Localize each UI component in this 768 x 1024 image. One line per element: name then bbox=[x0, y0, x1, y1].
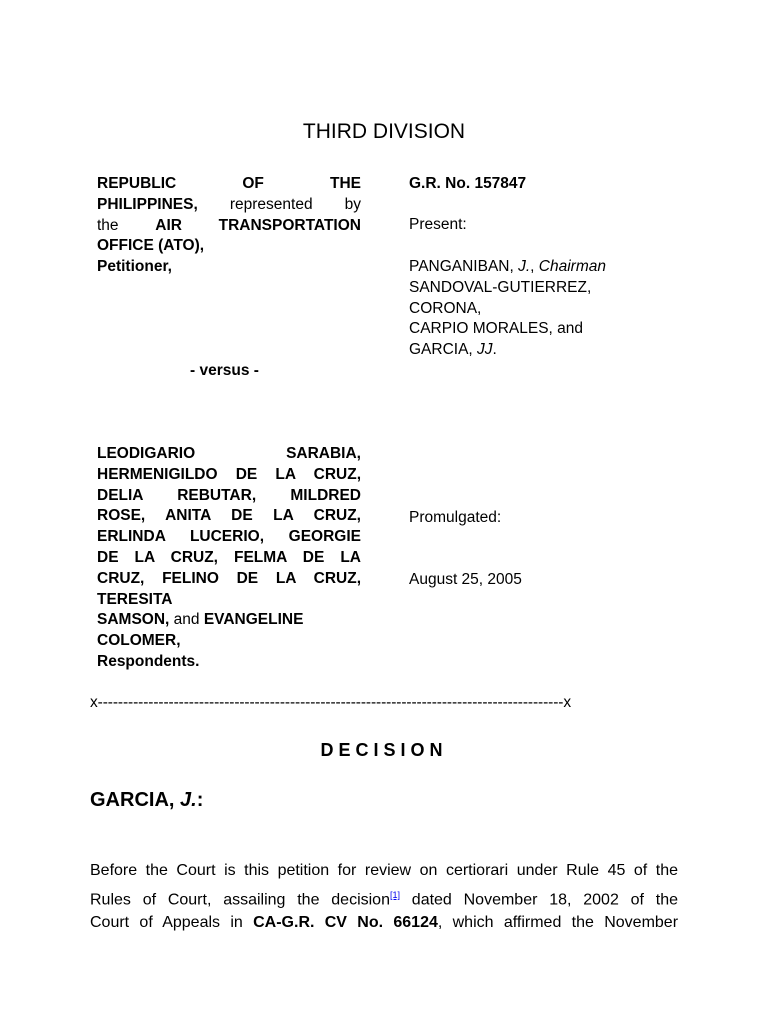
ponente: GARCIA, J.: bbox=[90, 789, 204, 811]
petitioner-label: Petitioner, bbox=[97, 258, 172, 276]
present-label: Present: bbox=[409, 216, 467, 233]
footnote-link[interactable]: [1] bbox=[389, 890, 400, 900]
promulgated-label: Promulgated: bbox=[409, 509, 502, 526]
division-title: THIRD DIVISION bbox=[302, 120, 466, 143]
justices-list: PANGANIBAN, J., Chairman SANDOVAL-GUTIERREZ, CORONA, CARPIO MORALES, and GARCIA, JJ. bbox=[409, 258, 606, 359]
petitioner-block: REPUBLIC OF THE PHILIPPINES, represented by the AIR TRANSPORTATION OFFICE (ATO), Petitioner, bbox=[97, 175, 361, 276]
respondents-block: LEODIGARIO SARABIA, HERMENIGILDO DE LA CRUZ, DELIA REBUTAR, MILDRED ROSE, ANITA DE LA CRUZ, ERLINDA LUCERIO, GEORGIE DE LA CRUZ, FELMA DE LA CRUZ, FELINO DE LA CRUZ, TERESITA SAMSON, and EVANGELINE COLOMER, Respondents. bbox=[97, 445, 361, 670]
versus-text: - versus - bbox=[190, 362, 259, 379]
decision-body: Before the Court is this petition for review on certiorari under Rule 45 of the Rules of Court, assailing the decision[1] dated November 18, 2002 of the Court of Appeals in CA-G.R. CV No. 66124, which affirmed the November bbox=[90, 862, 679, 932]
respondents-label: Respondents. bbox=[97, 652, 200, 670]
petitioner-line1: REPUBLIC OF THE bbox=[97, 175, 361, 192]
gr-number: G.R. No. 157847 bbox=[409, 175, 527, 192]
promulgated-date: August 25, 2005 bbox=[409, 571, 522, 588]
decision-heading: DECISION bbox=[320, 740, 448, 760]
separator-line: x--------------------------------------------------------------------------------------------x bbox=[90, 694, 571, 711]
